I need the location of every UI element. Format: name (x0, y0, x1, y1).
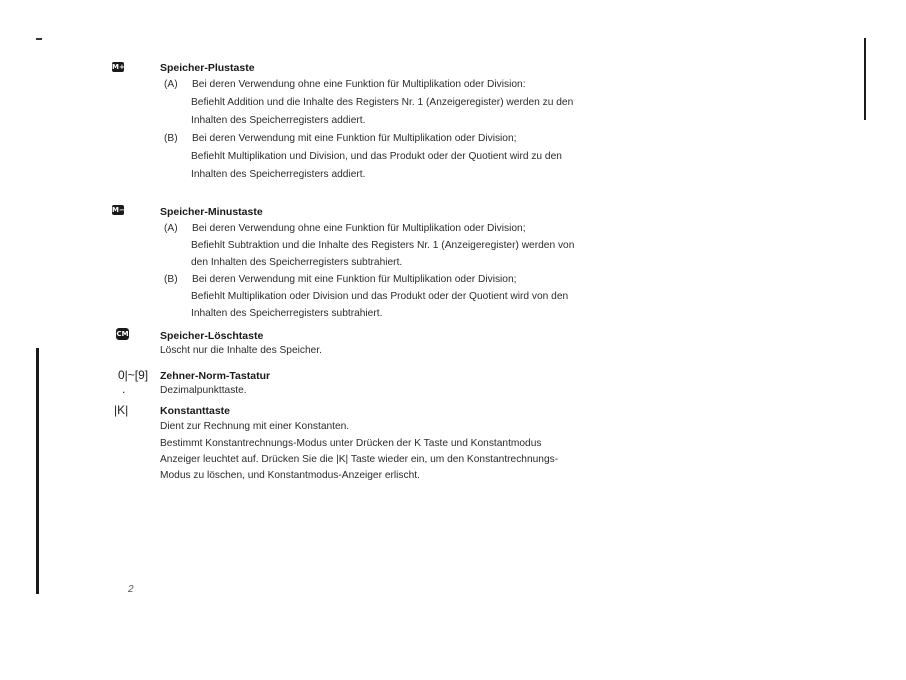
constant-desc-line3: Anzeiger leuchtet auf. Drücken Sie die |K| Taste wieder ein, um den Konstantrechnungs- (160, 454, 559, 465)
mminus-a-line2: den Inhalten des Speicherregisters subtrahiert. (191, 257, 403, 268)
constant-desc-line2: Bestimmt Konstantrechnungs-Modus unter Drücken der K Taste und Konstantmodus (160, 438, 542, 449)
memory-plus-title: Speicher-Plustaste (160, 62, 255, 74)
mplus-b-head: Bei deren Verwendung mit eine Funktion für Multiplikation oder Division; (192, 133, 517, 144)
mminus-a-head: Bei deren Verwendung ohne eine Funktion für Multiplikation oder Division; (192, 223, 526, 234)
decimal-key-desc: Dezimalpunkttaste. (160, 385, 247, 396)
mminus-a-line1: Befiehlt Subtraktion und die Inhalte des Registers Nr. 1 (Anzeigeregister) werden von (191, 240, 575, 251)
constant-desc-line4: Modus zu löschen, und Konstantmodus-Anzeiger erlischt. (160, 470, 420, 481)
mplus-b-line1: Befiehlt Multiplikation und Division, und das Produkt oder der Quotient wird zu den (191, 151, 562, 162)
decimal-key-icon: . (122, 382, 126, 396)
mplus-a-line2: Inhalten des Speicherregisters addiert. (191, 115, 366, 126)
clear-memory-key-icon: CM (116, 330, 129, 338)
mplus-a-head: Bei deren Verwendung ohne eine Funktion für Multiplikation oder Division: (192, 79, 526, 90)
mminus-b-label: (B) (164, 274, 178, 285)
digit-keys-title: Zehner-Norm-Tastatur (160, 370, 271, 382)
digit-keys-icon: 0|~[9] (118, 368, 149, 382)
mminus-b-line1: Befiehlt Multiplikation oder Division und das Produkt oder der Quotient wird von den (191, 291, 569, 302)
change-bar-right (864, 38, 866, 120)
mminus-a-label: (A) (164, 223, 178, 234)
change-bar-left (36, 348, 39, 594)
mminus-b-head: Bei deren Verwendung mit eine Funktion für Multiplikation oder Division; (192, 274, 517, 285)
mplus-b-line2: Inhalten des Speicherregisters addiert. (191, 169, 366, 180)
constant-key-title: Konstanttaste (160, 405, 231, 417)
margin-dash (36, 38, 42, 40)
constant-desc-line1: Dient zur Rechnung mit einer Konstanten. (160, 421, 350, 432)
mplus-a-line1: Befiehlt Addition und die Inhalte des Registers Nr. 1 (Anzeigeregister) werden zu den (191, 97, 574, 108)
memory-minus-key-icon: M− (112, 206, 125, 214)
mplus-b-label: (B) (164, 133, 178, 144)
clear-memory-desc: Löscht nur die Inhalte des Speicher. (160, 345, 322, 356)
memory-minus-title: Speicher-Minustaste (160, 206, 263, 218)
memory-plus-key-icon: M+ (112, 63, 125, 71)
page-mark: 2 (128, 584, 134, 595)
constant-key-icon: |K| (114, 403, 129, 417)
mplus-a-label: (A) (164, 79, 178, 90)
clear-memory-title: Speicher-Löschtaste (160, 330, 264, 342)
mminus-b-line2: Inhalten des Speicherregisters subtrahiert. (191, 308, 383, 319)
